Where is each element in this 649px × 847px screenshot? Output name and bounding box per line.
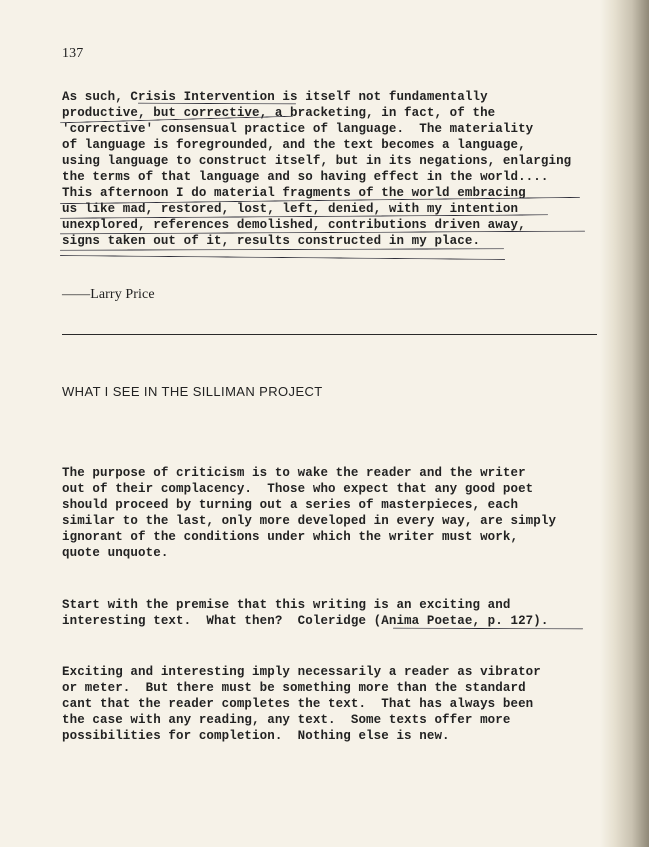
body-line: quote unquote. [62, 546, 169, 560]
quote-line: unexplored, references demolished, contributions driven away, [62, 218, 526, 232]
section-divider [62, 334, 597, 335]
body-line: interesting text. What then? Coleridge (Anima Poetae, p. 127). [62, 614, 549, 628]
quote-line: This afternoon I do material fragments of the world embracing [62, 186, 526, 200]
quote-line: us like mad, restored, lost, left, denied, with my intention [62, 202, 519, 216]
body-line: cant that the reader completes the text. That has always been [62, 697, 534, 711]
body-line: or meter. But there must be something more than the standard [62, 681, 526, 695]
quote-line: the terms of that language and so having effect in the world.... [62, 170, 549, 184]
body-line: possibilities for completion. Nothing else is new. [62, 729, 450, 743]
section-heading: WHAT I SEE IN THE SILLIMAN PROJECT [62, 384, 323, 399]
body-line: should proceed by turning out a series of masterpieces, each [62, 498, 519, 512]
body-line: out of their complacency. Those who expect that any good poet [62, 482, 534, 496]
page-gutter-shadow [600, 0, 649, 847]
page-number: 137 [62, 46, 84, 61]
body-line: Start with the premise that this writing is an exciting and [62, 598, 511, 612]
quote-line: As such, Crisis Intervention is itself not fundamentally [62, 90, 488, 104]
attribution: ——Larry Price [62, 287, 155, 302]
body-line: the case with any reading, any text. Some texts offer more [62, 713, 511, 727]
body-line: similar to the last, only more developed in every way, are simply [62, 514, 557, 528]
body-line: ignorant of the conditions under which the writer must work, [62, 530, 519, 544]
quote-line: using language to construct itself, but in its negations, enlarging [62, 154, 572, 168]
quote-line: productive, but corrective, a bracketing, in fact, of the [62, 106, 496, 120]
quote-line: of language is foregrounded, and the text becomes a language, [62, 138, 526, 152]
quote-line: 'corrective' consensual practice of language. The materiality [62, 122, 534, 136]
quote-line: signs taken out of it, results constructed in my place. [62, 234, 481, 248]
body-line: Exciting and interesting imply necessarily a reader as vibrator [62, 665, 541, 679]
body-line: The purpose of criticism is to wake the reader and the writer [62, 466, 526, 480]
